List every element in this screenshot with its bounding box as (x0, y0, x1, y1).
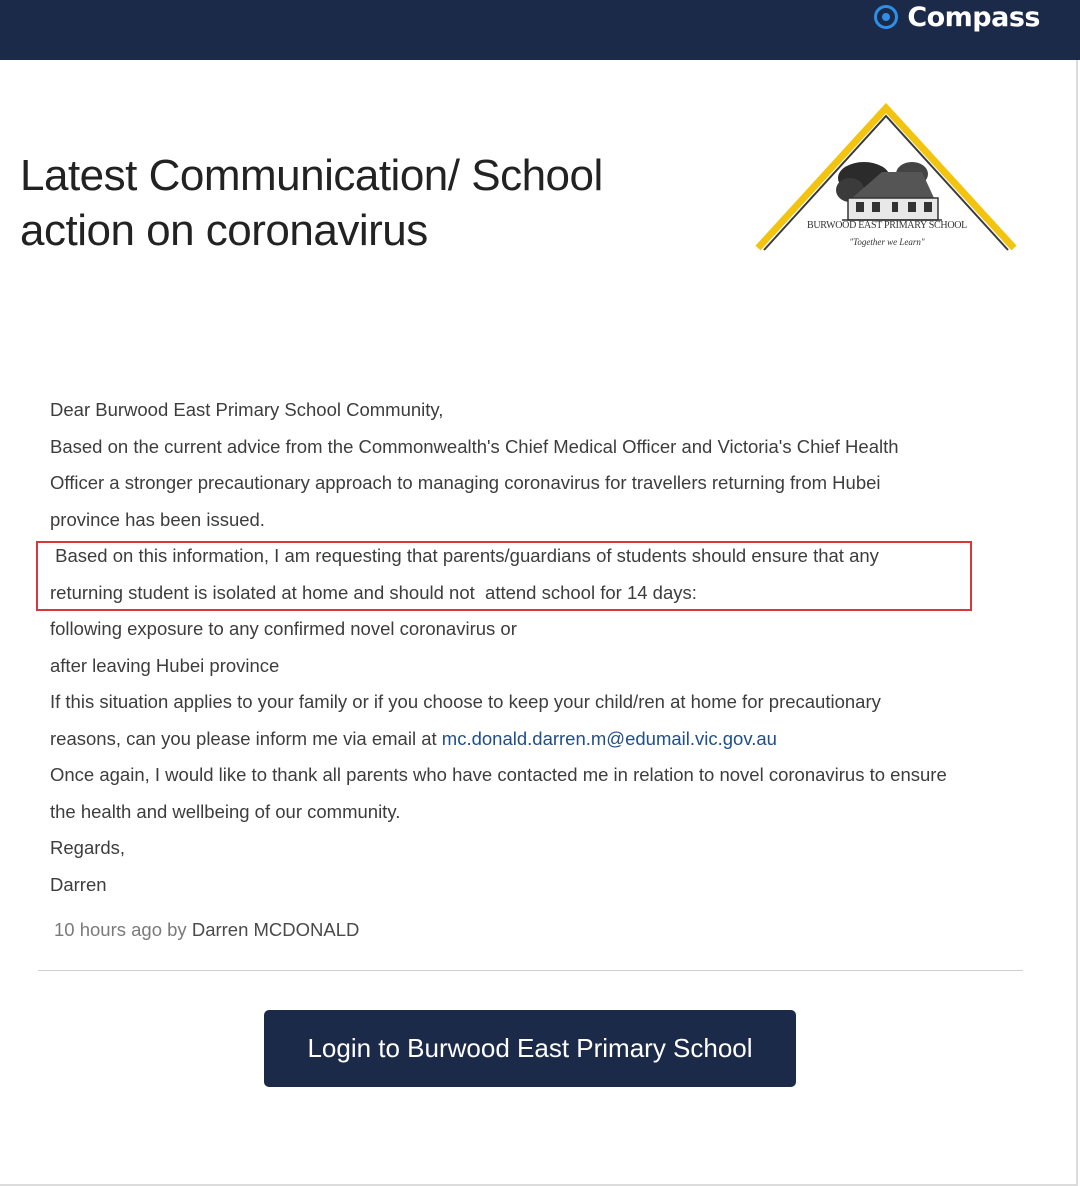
message-line: the health and wellbeing of our community. (50, 800, 401, 822)
message-line: Once again, I would like to thank all parents who have contacted me in relation to novel coronavirus to ensure (50, 764, 947, 785)
message-line: Regards, (50, 837, 126, 858)
compass-icon (873, 4, 899, 30)
message-line: Dear Burwood East Primary School Community, (50, 399, 444, 420)
logo-school-name: BURWOOD EAST PRIMARY SCHOOL (807, 220, 967, 231)
message-line: Based on the current advice from the Commonwealth's Chief Medical Officer and Victoria's Chief Health (50, 435, 899, 457)
message-line: province has been issued. (50, 508, 265, 530)
compass-brand[interactable] (873, 0, 1040, 34)
login-button[interactable]: Login to Burwood East Primary School (264, 1010, 796, 1087)
page-title: Latest Communication/ School action on coronavirus (20, 151, 603, 255)
school-logo-graphic (752, 100, 1022, 255)
logo-motto: "Together we Learn" (849, 237, 925, 247)
post-author[interactable]: Darren MCDONALD (191, 919, 360, 940)
message-body (50, 392, 1040, 903)
message-email-line (50, 721, 1040, 758)
message-line: If this situation applies to your family or if you choose to keep your child/ren at home for precautionary (50, 691, 881, 712)
brand-name: Compass (907, 1, 1040, 33)
post-time: 10 hours ago by (54, 919, 192, 940)
highlight-box (36, 541, 972, 611)
message-line: returning student is isolated at home and should not attend school for 14 days: (50, 581, 697, 603)
message-line: following exposure to any confirmed novel coronavirus or (50, 618, 517, 639)
email-link[interactable]: mc.donald.darren.m@edumail.vic.gov.au (441, 727, 777, 749)
divider (38, 970, 1023, 971)
top-bar (0, 0, 1080, 60)
email-line-prefix: reasons, can you please inform me via email at (50, 727, 442, 749)
school-logo (752, 100, 1022, 255)
message-line: Based on this information, I am requesting that parents/guardians of students should ensure that any (50, 545, 879, 566)
message-line: after leaving Hubei province (50, 654, 280, 676)
post-meta (54, 919, 359, 941)
message-line: Darren (50, 873, 107, 895)
message-line: Officer a stronger precautionary approach to managing coronavirus for travellers returning from Hubei (50, 472, 881, 493)
